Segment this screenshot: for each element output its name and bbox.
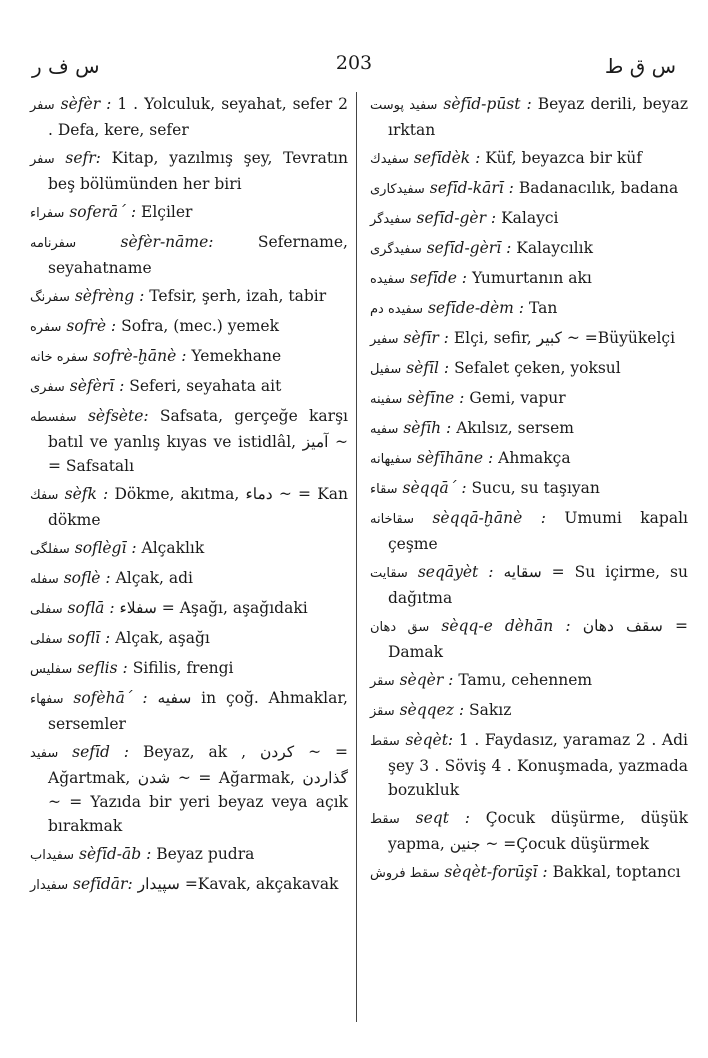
- entry-arabic-headword: سفك: [30, 488, 59, 503]
- entry-arabic-headword: سفيد پوست: [370, 98, 438, 113]
- dictionary-entry: [370, 236, 688, 262]
- entry-transliteration: seqāyèt :: [417, 563, 494, 581]
- entry-definition: Alçaklık: [141, 539, 205, 557]
- dictionary-entry: [370, 92, 688, 142]
- entry-definition: Çocuk düşürme, düşük yapma, جنين ~ =Çocuk düşürmek: [388, 809, 688, 853]
- dictionary-entry: [30, 566, 348, 592]
- entry-arabic-headword: سفره خانه: [30, 350, 89, 365]
- entry-transliteration: sofrè-ḫānè :: [93, 347, 187, 365]
- dictionary-entry: [370, 560, 688, 610]
- entry-definition: Kalayci: [501, 209, 559, 227]
- header-letters-right: س ق ط: [604, 54, 676, 78]
- entry-definition: Seferi, seyahata ait: [129, 377, 282, 395]
- dictionary-entry: [370, 860, 688, 886]
- dictionary-entry: [30, 596, 348, 622]
- entry-transliteration: sèqèt-forūşī :: [444, 863, 548, 881]
- entry-definition: Sakız: [469, 701, 512, 719]
- entry-definition: Tan: [528, 299, 558, 317]
- entry-transliteration: sèfèr-nāme:: [120, 233, 214, 251]
- entry-transliteration: seqt :: [415, 809, 470, 827]
- entry-definition: Yemekhane: [191, 347, 282, 365]
- entry-transliteration: sèfk :: [64, 485, 109, 503]
- entry-arabic-headword: سفيه: [370, 422, 399, 437]
- entry-definition: Sofra, (mec.) yemek: [121, 317, 279, 335]
- dictionary-entry: [30, 374, 348, 400]
- entry-arabic-headword: سفيل: [370, 362, 402, 377]
- dictionary-entry: [30, 740, 348, 838]
- dictionary-entry: [30, 200, 348, 226]
- entry-definition: Bakkal, toptancı: [552, 863, 681, 881]
- entry-definition: Beyaz pudra: [156, 845, 255, 863]
- entry-definition: Beyaz derili, beyaz ırktan: [388, 95, 688, 139]
- dictionary-entry: [30, 482, 348, 532]
- entry-definition: Tefsir, şerh, izah, tabir: [149, 287, 327, 305]
- entry-arabic-headword: سقط فروش: [370, 866, 440, 881]
- entry-transliteration: soflī :: [67, 629, 111, 647]
- entry-transliteration: sefīd-gèrī :: [426, 239, 512, 257]
- dictionary-entry: [30, 284, 348, 310]
- entry-arabic-headword: سفلى: [30, 602, 63, 617]
- entry-arabic-headword: سفيد: [30, 746, 59, 761]
- entry-arabic-headword: سفيدگرى: [370, 242, 422, 257]
- entry-arabic-headword: سقز: [370, 704, 395, 719]
- entry-arabic-headword: سفر: [30, 98, 55, 113]
- entry-transliteration: sèfīne :: [407, 389, 465, 407]
- left-column: [30, 92, 348, 902]
- entry-transliteration: sefīdār:: [73, 875, 133, 893]
- entry-definition: Yumurtanın akı: [471, 269, 592, 287]
- entry-definition: Sucu, su taşıyan: [471, 479, 600, 497]
- dictionary-entry: [370, 806, 688, 856]
- entry-arabic-headword: سقاخانه: [370, 512, 415, 527]
- entry-arabic-headword: سفير: [370, 332, 399, 347]
- dictionary-entry: [370, 146, 688, 172]
- entry-definition: Sifilis, frengi: [132, 659, 234, 677]
- dictionary-entry: [30, 536, 348, 562]
- entry-arabic-headword: سقط: [370, 734, 400, 749]
- entry-transliteration: sèfīl :: [406, 359, 450, 377]
- entry-arabic-headword: سقط: [370, 812, 400, 827]
- entry-transliteration: sèfèr :: [60, 95, 112, 113]
- dictionary-entry: [30, 842, 348, 868]
- dictionary-entry: [370, 296, 688, 322]
- entry-definition: Alçak, aşağı: [115, 629, 210, 647]
- entry-transliteration: sèfrèng :: [74, 287, 145, 305]
- entry-definition: سقايه = Su içirme, su dağıtma: [388, 563, 688, 607]
- entry-arabic-headword: سفرنگ: [30, 290, 70, 305]
- entry-arabic-headword: سفر: [30, 152, 55, 167]
- entry-transliteration: sèfīd-pūst :: [443, 95, 532, 113]
- dictionary-entry: [370, 326, 688, 352]
- dictionary-entry: [30, 872, 348, 898]
- entry-transliteration: sefīd :: [72, 743, 130, 761]
- entry-arabic-headword: سفيدك: [370, 152, 409, 167]
- entry-arabic-headword: سفيده: [370, 272, 406, 287]
- entry-definition: Umumi kapalı çeşme: [388, 509, 688, 553]
- dictionary-entry: [30, 404, 348, 478]
- entry-transliteration: sèfīh :: [403, 419, 452, 437]
- dictionary-entry: [370, 356, 688, 382]
- entry-transliteration: seflis :: [77, 659, 128, 677]
- entry-transliteration: sofèhā´ :: [73, 689, 148, 707]
- entry-transliteration: soflā :: [67, 599, 115, 617]
- entry-arabic-headword: سفره: [30, 320, 62, 335]
- entry-definition: 1 . Yolculuk, seyahat, sefer 2 . Defa, kere, sefer: [48, 95, 348, 139]
- entry-transliteration: sèqqā´ :: [402, 479, 467, 497]
- dictionary-entry: [370, 614, 688, 664]
- entry-transliteration: sèfīd-āb :: [79, 845, 152, 863]
- entry-arabic-headword: سفيدار: [30, 878, 69, 893]
- entry-definition: Dökme, akıtma, دماء ~ = Kan dökme: [48, 485, 348, 529]
- dictionary-entry: [30, 344, 348, 370]
- entry-arabic-headword: سفله: [30, 572, 59, 587]
- dictionary-entry: [370, 416, 688, 442]
- entry-arabic-headword: سفلگى: [30, 542, 70, 557]
- entry-arabic-headword: سفينه: [370, 392, 403, 407]
- entry-arabic-headword: سفيهانه: [370, 452, 412, 467]
- dictionary-entry: [30, 230, 348, 280]
- entry-transliteration: sèqqez :: [399, 701, 465, 719]
- entry-transliteration: soflègī :: [74, 539, 137, 557]
- dictionary-entry: [30, 626, 348, 652]
- dictionary-entry: [30, 686, 348, 736]
- entry-definition: سقف دهان = Damak: [388, 617, 688, 661]
- entry-definition: Beyaz, ak , كردن ~ = Ağartmak, شدن ~ = Ağarmak, گذاردن ~ = Yazıda bir yeri beyaz veya açık bırakmak: [48, 743, 348, 835]
- dictionary-entry: [370, 698, 688, 724]
- entry-transliteration: sèfèrī :: [69, 377, 125, 395]
- entry-definition: Badanacılık, badana: [518, 179, 679, 197]
- dictionary-entry: [30, 314, 348, 340]
- dictionary-entry: [370, 206, 688, 232]
- entry-definition: Akılsız, sersem: [456, 419, 574, 437]
- entry-arabic-headword: سفيداب: [30, 848, 75, 863]
- entry-transliteration: sèfsète:: [87, 407, 149, 425]
- entry-transliteration: sèqèr :: [399, 671, 454, 689]
- header-letters-left: س ف ر: [32, 54, 100, 78]
- page-header: [0, 52, 708, 82]
- entry-definition: Alçak, adi: [115, 569, 194, 587]
- dictionary-entry: [30, 656, 348, 682]
- entry-definition: Sefername, seyahatname: [48, 233, 348, 277]
- dictionary-entry: [370, 266, 688, 292]
- entry-arabic-headword: سفراء: [30, 206, 65, 221]
- entry-definition: Kalaycılık: [516, 239, 593, 257]
- entry-transliteration: sèqqā-ḫānè :: [432, 509, 546, 527]
- entry-definition: سفلاء = Aşağı, aşağıdaki: [119, 599, 308, 617]
- entry-arabic-headword: سفرى: [30, 380, 65, 395]
- entry-definition: Elçiler: [141, 203, 193, 221]
- entry-transliteration: sefīd-gèr :: [416, 209, 497, 227]
- entry-definition: Kitap, yazılmış şey, Tevratın beş bölümünden her biri: [48, 149, 348, 193]
- entry-transliteration: sèqq-e dèhān :: [441, 617, 571, 635]
- entry-transliteration: sefīdèk :: [413, 149, 481, 167]
- entry-arabic-headword: سقاء: [370, 482, 398, 497]
- entry-arabic-headword: سقر: [370, 674, 395, 689]
- entry-arabic-headword: سق دهان: [370, 620, 430, 635]
- entry-arabic-headword: سفيدكارى: [370, 182, 425, 197]
- entry-transliteration: sefīde :: [409, 269, 468, 287]
- dictionary-entry: [370, 176, 688, 202]
- entry-definition: 1 . Faydasız, yaramaz 2 . Adi şey 3 . Söviş 4 . Konuşmada, yazmada bozukluk: [388, 731, 688, 799]
- dictionary-entry: [370, 668, 688, 694]
- entry-transliteration: sefr:: [65, 149, 101, 167]
- entry-transliteration: soflè :: [63, 569, 111, 587]
- entry-transliteration: sefīd-kārī :: [429, 179, 514, 197]
- column-divider: [356, 92, 357, 1022]
- entry-transliteration: sofrè :: [66, 317, 117, 335]
- entry-definition: Elçi, sefir, كبير ~ =Büyükelçi: [453, 329, 676, 347]
- entry-definition: Ahmakça: [498, 449, 571, 467]
- entry-arabic-headword: سفيدگر: [370, 212, 412, 227]
- right-column: [370, 92, 688, 890]
- entry-transliteration: sefīde-dèm :: [427, 299, 525, 317]
- entry-definition: سپيدار =Kavak, akçakavak: [137, 875, 339, 893]
- entry-definition: Sefalet çeken, yoksul: [454, 359, 621, 377]
- dictionary-entry: [30, 146, 348, 196]
- entry-arabic-headword: سفسطه: [30, 410, 77, 425]
- page-number: 203: [335, 52, 373, 74]
- entry-transliteration: sèqèt:: [405, 731, 454, 749]
- entry-definition: Küf, beyazca bir küf: [485, 149, 642, 167]
- entry-arabic-headword: سفيده دم: [370, 302, 423, 317]
- entry-arabic-headword: سفرنامه: [30, 236, 77, 251]
- entry-arabic-headword: سفلى: [30, 632, 63, 647]
- entry-definition: Safsata, gerçeğe karşı batıl ve yanlış kıyas ve istidlâl, آميز ~ = Safsatalı: [48, 407, 348, 475]
- entry-transliteration: sèfīr :: [403, 329, 449, 347]
- entry-transliteration: soferā´ :: [69, 203, 137, 221]
- dictionary-entry: [370, 446, 688, 472]
- entry-definition: Tamu, cehennem: [458, 671, 593, 689]
- entry-transliteration: sèfīhāne :: [416, 449, 494, 467]
- dictionary-entry: [370, 728, 688, 802]
- dictionary-entry: [370, 506, 688, 556]
- entry-definition: سفيه in çoğ. Ahmaklar, sersemler: [48, 689, 348, 733]
- dictionary-entry: [370, 476, 688, 502]
- entry-arabic-headword: سفليس: [30, 662, 73, 677]
- entry-definition: Gemi, vapur: [469, 389, 566, 407]
- dictionary-entry: [370, 386, 688, 412]
- entry-arabic-headword: سقايت: [370, 566, 408, 581]
- dictionary-entry: [30, 92, 348, 142]
- entry-arabic-headword: سفهاء: [30, 692, 64, 707]
